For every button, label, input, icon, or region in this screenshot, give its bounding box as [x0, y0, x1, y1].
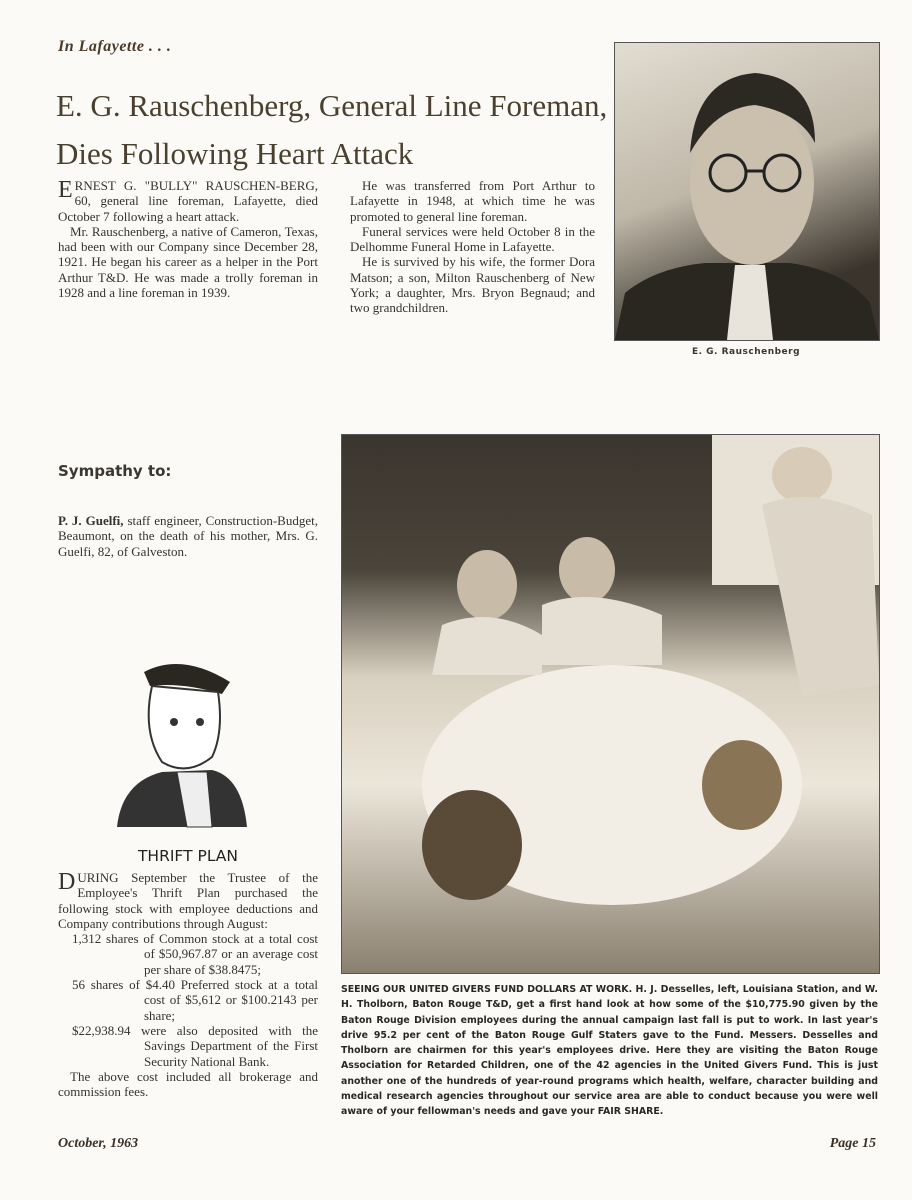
- thrift-heading: THRIFT PLAN: [137, 847, 239, 865]
- article-paragraph: Mr. Rauschenberg, a native of Cameron, Texas, had been with our Company since December 28, 1921. He began his career as a helper in the Port Arthur T&D. He was made a trolly foreman in 1928 and a line foreman in 1939.: [58, 223, 318, 301]
- thrift-item: $22,938.94 were also deposited with the Savings Department of the First Security National Bank.: [72, 1022, 318, 1069]
- article-column-1: [58, 178, 318, 300]
- article-paragraph: He was transferred from Port Arthur to Lafayette in 1948, at which time he was promoted to general line foreman.: [350, 178, 595, 224]
- article-paragraph: He is survived by his wife, the former Dora Matson; a son, Milton Rauschenberg of New York; a daughter, Mrs. Bryon Begnaud; and two grandchildren.: [350, 254, 595, 316]
- united-givers-photo: [341, 434, 880, 974]
- drop-cap: D: [58, 869, 76, 895]
- section-kicker: In Lafayette . . .: [58, 38, 172, 55]
- sympathy-notice: P. J. Guelfi, staff engineer, Construction-Budget, Beaumont, on the death of his mother, Mrs. G. Guelfi, 82, of Galveston.: [58, 513, 318, 559]
- portrait-figure: [615, 43, 879, 340]
- article-column-2: [350, 178, 595, 316]
- sympathy-name: P. J. Guelfi,: [58, 513, 124, 528]
- thrift-closing: The above cost included all brokerage and commission fees.: [58, 1068, 318, 1100]
- thrift-item: 56 shares of $4.40 Preferred stock at a total cost of $5,612 or $100.2143 per share;: [72, 977, 318, 1023]
- thrift-intro: DURING September the Trustee of the Employee's Thrift Plan purchased the following stock with employee deductions and Company contributions through August:: [58, 869, 318, 931]
- page-number: Page 15: [829, 1136, 876, 1151]
- photo-caption: SEEING OUR UNITED GIVERS FUND DOLLARS AT WORK. H. J. Desselles, left, Louisiana Station, and W. H. Tholborn, Baton Rouge T&D, get a first hand look at how some of the $10,775.90 given by the Baton Rouge Division employees during the annual campaign last fall is put to work. In last year's drive 95.2 per cent of the Baton Rouge Gulf Staters gave to the Fund. Messers. Desselles and Tholborn are chairmen for this year's employees drive. Here they are visiting the Baton Rouge Association for Retarded Children, one of the 42 agencies in the United Givers Fund. This is just another one of the hundreds of year-round programs which health, welfare, character building and medical research agencies throughout our service area are able to conduct because you were well aware of your fellowman's needs and gave your FAIR SHARE.: [341, 984, 878, 1118]
- portrait-photo: [614, 42, 880, 341]
- portrait-caption: E. G. Rauschenberg: [691, 347, 801, 357]
- thrift-plan-text: [58, 870, 318, 1099]
- article-paragraph: Funeral services were held October 8 in the Delhomme Funeral Home in Lafayette.: [350, 223, 595, 255]
- article-title: E. G. Rauschenberg, General Line Foreman, Dies Following Heart Attack: [56, 88, 608, 171]
- article-paragraph: ERNEST G. "BULLY" RAUSCHEN-BERG, 60, general line foreman, Lafayette, died October 7 following a heart attack.: [58, 177, 318, 224]
- drop-cap: E: [58, 177, 73, 203]
- issue-date: October, 1963: [58, 1136, 139, 1151]
- thrift-item: 1,312 shares of Common stock at a total cost of $50,967.87 or an average cost per share of $38.8475;: [72, 931, 318, 977]
- thrift-cartoon-illustration: [112, 652, 252, 832]
- sympathy-heading: Sympathy to:: [58, 462, 172, 480]
- photo-scene: [342, 435, 879, 973]
